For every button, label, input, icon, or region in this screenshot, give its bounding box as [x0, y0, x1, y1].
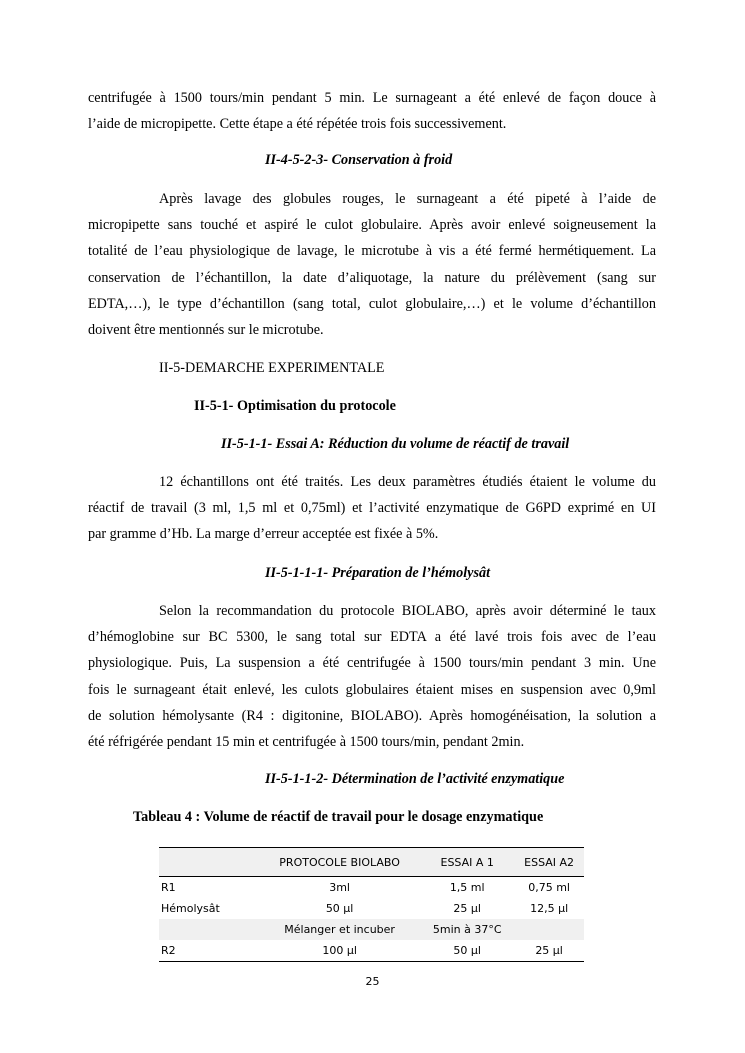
text-line: de solution hémolysante (R4 : digitonine, BIOLABO). Après homogénéisation, la solution a — [88, 707, 656, 724]
cell: R2 — [161, 944, 176, 957]
text-line: réactif de travail (3 ml, 1,5 ml et 0,75ml) et l’activité enzymatique de G6PD exprimé en UI — [88, 500, 656, 517]
paragraph-conservation — [88, 186, 656, 343]
reagent-volume-table — [159, 847, 584, 962]
text-line: l’aide de micropipette. Cette étape a été répétée trois fois successivement. — [88, 116, 507, 133]
cell: 3ml — [329, 881, 350, 894]
heading-conservation: II-4-5-2-3- Conservation à froid — [265, 152, 453, 168]
text-line: centrifugée à 1500 tours/min pendant 5 min. Le surnageant a été enlevé de façon douce à — [88, 90, 656, 106]
cell — [159, 919, 259, 940]
cell: 0,75 ml — [528, 881, 570, 894]
table-header-row — [159, 848, 584, 877]
text-line: micropipette sans touché et aspiré le culot globulaire. Après avoir enlevé soigneusement la — [88, 217, 656, 234]
table-caption: Tableau 4 : Volume de réactif de travail pour le dosage enzymatique — [133, 809, 544, 825]
text-line: été réfrigérée pendant 15 min et centrifugée à 1500 tours/min, pendant 2min. — [88, 733, 525, 750]
heading-hemolysat: II-5-1-1-1- Préparation de l’hémolysât — [265, 565, 491, 581]
table-row — [159, 877, 584, 899]
paragraph-hemolysat — [88, 598, 656, 755]
heading-demarche: II-5-DEMARCHE EXPERIMENTALE — [159, 360, 385, 376]
cell: 12,5 µl — [530, 902, 569, 915]
heading-essai-a: II-5-1-1- Essai A: Réduction du volume de réactif de travail — [221, 436, 570, 452]
text-line: Après lavage des globules rouges, le surnageant a été pipeté à l’aide de — [159, 191, 656, 207]
cell: R1 — [161, 881, 176, 894]
text-line: conservation de l’échantillon, la date d’aliquotage, la nature du prélèvement (sang sur — [88, 269, 656, 286]
text-line: d’hémoglobine sur BC 5300, le sang total sur EDTA a été lavé trois fois avec de l’eau — [88, 629, 656, 646]
cell: 50 µl — [453, 944, 481, 957]
header-cell — [159, 848, 259, 877]
cell: 25 µl — [453, 902, 481, 915]
text-line: par gramme d’Hb. La marge d’erreur acceptée est fixée à 5%. — [88, 526, 439, 543]
cell: 25 µl — [535, 944, 563, 957]
cell: 100 µl — [322, 944, 357, 957]
text-line: physiologique. Puis, La suspension a été centrifugée à 1500 tours/min pendant 3 min. Une — [88, 655, 656, 672]
paragraph-essai-a — [88, 469, 656, 548]
cell — [514, 919, 584, 940]
heading-optimisation: II-5-1- Optimisation du protocole — [194, 398, 396, 414]
cell: 50 µl — [325, 902, 354, 915]
cell: 5min à 37°C — [432, 923, 502, 936]
text-line: Selon la recommandation du protocole BIOLABO, après avoir déterminé le taux — [159, 603, 656, 619]
text-line: EDTA,…), le type d’échantillon (sang total, culot globulaire,…) et le volume d’échantillon — [88, 295, 656, 312]
heading-activite: II-5-1-1-2- Détermination de l’activité enzymatique — [265, 771, 565, 787]
header-cell: ESSAI A 1 — [440, 855, 494, 869]
cell: Hémolysât — [161, 902, 220, 915]
cell: Mélanger et incuber — [284, 923, 395, 936]
text-line: 12 échantillons ont été traités. Les deux paramètres étudiés étaient le volume du — [159, 474, 656, 490]
text-line: fois le surnageant était enlevé, les culots globulaires étaient mises en suspension avec 0,9ml — [88, 681, 656, 698]
text-line: doivent être mentionnés sur le microtube. — [88, 321, 324, 338]
table-row — [159, 919, 584, 940]
header-cell: ESSAI A2 — [524, 855, 575, 869]
paragraph-centrifugation — [88, 85, 656, 137]
table-row — [159, 940, 584, 962]
text-line: totalité de l’eau physiologique de lavage, le microtube à vis a été fermé hermétiquement. La — [88, 243, 656, 260]
cell: 1,5 ml — [449, 881, 485, 894]
page-number: 25 — [365, 975, 380, 988]
header-cell: PROTOCOLE BIOLABO — [279, 855, 400, 869]
table-row — [159, 898, 584, 919]
